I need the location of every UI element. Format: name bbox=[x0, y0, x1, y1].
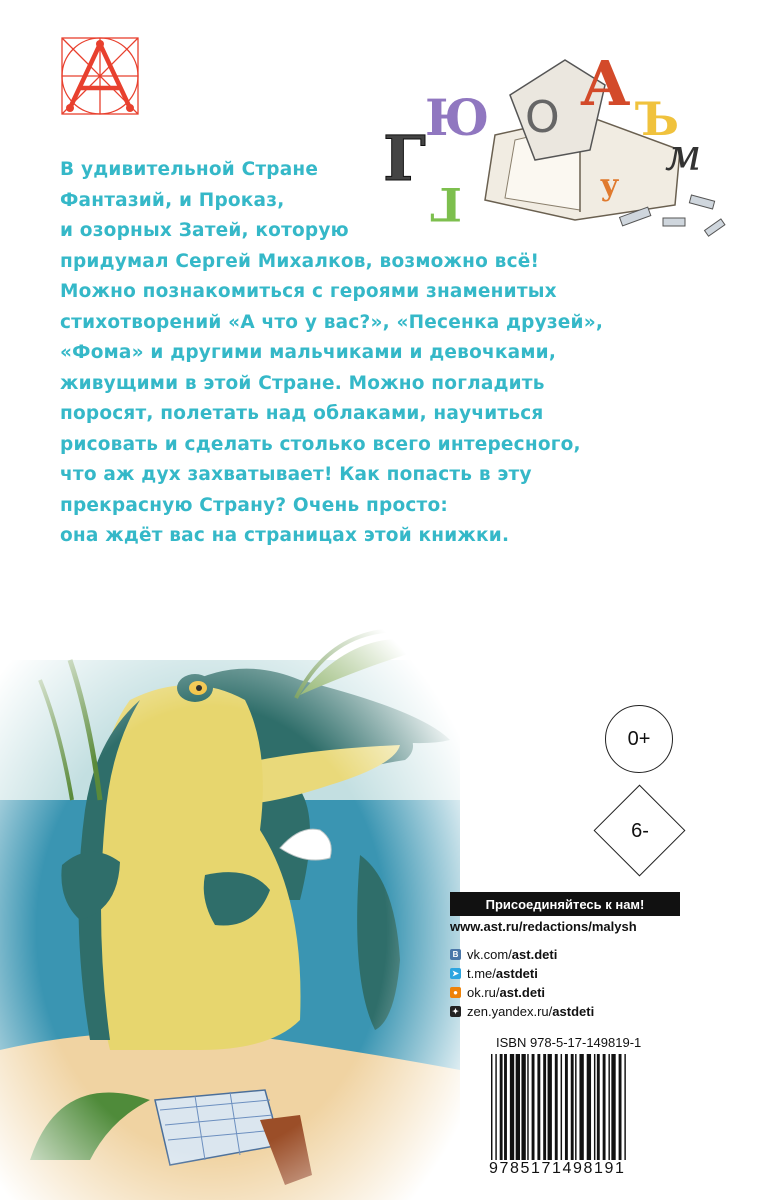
barcode-bar bbox=[510, 1054, 514, 1160]
description-line: она ждёт вас на страницах этой книжки. bbox=[60, 525, 510, 546]
svg-text:Г: Г bbox=[430, 177, 462, 231]
description-line: что аж дух захватывает! Как попасть в эту bbox=[60, 464, 532, 485]
description-line: рисовать и сделать столько всего интересного, bbox=[60, 433, 581, 455]
description-line: прекрасную Страну? Очень просто: bbox=[60, 494, 448, 516]
barcode-bar bbox=[532, 1054, 535, 1160]
crocodile-illustration bbox=[0, 600, 470, 1200]
svg-text:А: А bbox=[580, 47, 631, 120]
svg-text:О: О bbox=[525, 92, 560, 143]
barcode-bar bbox=[594, 1054, 595, 1160]
description-line: В удивительной Стране bbox=[60, 159, 319, 180]
barcode-bar bbox=[555, 1054, 558, 1160]
barcode bbox=[489, 1054, 679, 1164]
social-link-odnoklassniki[interactable] bbox=[450, 983, 690, 1002]
publisher-website-link[interactable]: www.ast.ru/redactions/malysh bbox=[450, 919, 637, 934]
isbn-number: ISBN 978-5-17-149819-1 bbox=[496, 1035, 642, 1050]
svg-text:м: м bbox=[665, 130, 702, 181]
barcode-bar bbox=[500, 1054, 503, 1160]
barcode-bar bbox=[527, 1054, 528, 1160]
barcode-bar bbox=[543, 1054, 546, 1160]
barcode-bar bbox=[516, 1054, 520, 1160]
content-rating-label: 6- bbox=[631, 819, 649, 842]
book-description bbox=[60, 155, 604, 552]
barcode-bar bbox=[571, 1054, 574, 1160]
description-line: поросят, полетать над облаками, научиться bbox=[60, 403, 544, 424]
age-rating-badge: 0+ bbox=[605, 705, 673, 773]
svg-text:Г: Г bbox=[383, 122, 426, 195]
barcode-bar bbox=[537, 1054, 540, 1160]
barcode-bar bbox=[504, 1054, 507, 1160]
barcode-bar bbox=[603, 1054, 606, 1160]
social-links bbox=[450, 945, 690, 1021]
barcode-bar bbox=[495, 1054, 496, 1160]
barcode-bar bbox=[491, 1054, 492, 1160]
social-link-text: zen.yandex.ru/astdeti bbox=[467, 1004, 595, 1019]
social-link-text: vk.com/ast.deti bbox=[467, 947, 558, 962]
barcode-bar bbox=[565, 1054, 568, 1160]
barcode-bar bbox=[587, 1054, 591, 1160]
description-line: стихотворений «А что у вас?», «Песенка друзей», bbox=[60, 311, 604, 333]
barcode-bar bbox=[597, 1054, 600, 1160]
barcode-bar bbox=[619, 1054, 622, 1160]
description-line: придумал Сергей Михалков, возможно всё! bbox=[60, 250, 540, 272]
svg-text:Ъ: Ъ bbox=[635, 92, 680, 146]
telegram-icon: ➤ bbox=[450, 968, 461, 979]
zen-icon: ✦ bbox=[450, 1006, 461, 1017]
publisher-logo bbox=[58, 34, 142, 118]
social-link-vk[interactable] bbox=[450, 945, 690, 964]
odnoklassniki-icon: ● bbox=[450, 987, 461, 998]
social-link-zen[interactable] bbox=[450, 1002, 690, 1021]
barcode-bar bbox=[548, 1054, 552, 1160]
vk-icon: B bbox=[450, 949, 461, 960]
description-line: и озорных Затей, которую bbox=[60, 220, 349, 241]
description-line: «Фома» и другими мальчиками и девочками, bbox=[60, 342, 557, 363]
description-line: Можно познакомиться с героями знаменитых bbox=[60, 281, 557, 302]
svg-text:у: у bbox=[600, 168, 620, 203]
content-rating-badge bbox=[594, 785, 686, 877]
barcode-digits: 9785171498191 bbox=[489, 1160, 626, 1177]
barcode-bar bbox=[579, 1054, 583, 1160]
barcode-bar bbox=[611, 1054, 615, 1160]
description-line: живущими в этой Стране. Можно погладить bbox=[60, 372, 545, 394]
description-line: Фантазий, и Проказ, bbox=[60, 189, 285, 211]
barcode-bar bbox=[575, 1054, 576, 1160]
join-us-banner: Присоединяйтесь к нам! bbox=[450, 892, 680, 916]
svg-text:Ю: Ю bbox=[425, 88, 490, 147]
barcode-bar bbox=[521, 1054, 525, 1160]
social-link-telegram[interactable] bbox=[450, 964, 690, 983]
barcode-bar bbox=[608, 1054, 609, 1160]
social-link-text: t.me/astdeti bbox=[467, 966, 538, 981]
social-link-text: ok.ru/ast.deti bbox=[467, 985, 546, 1000]
barcode-bar bbox=[561, 1054, 562, 1160]
barcode-bar bbox=[624, 1054, 625, 1160]
